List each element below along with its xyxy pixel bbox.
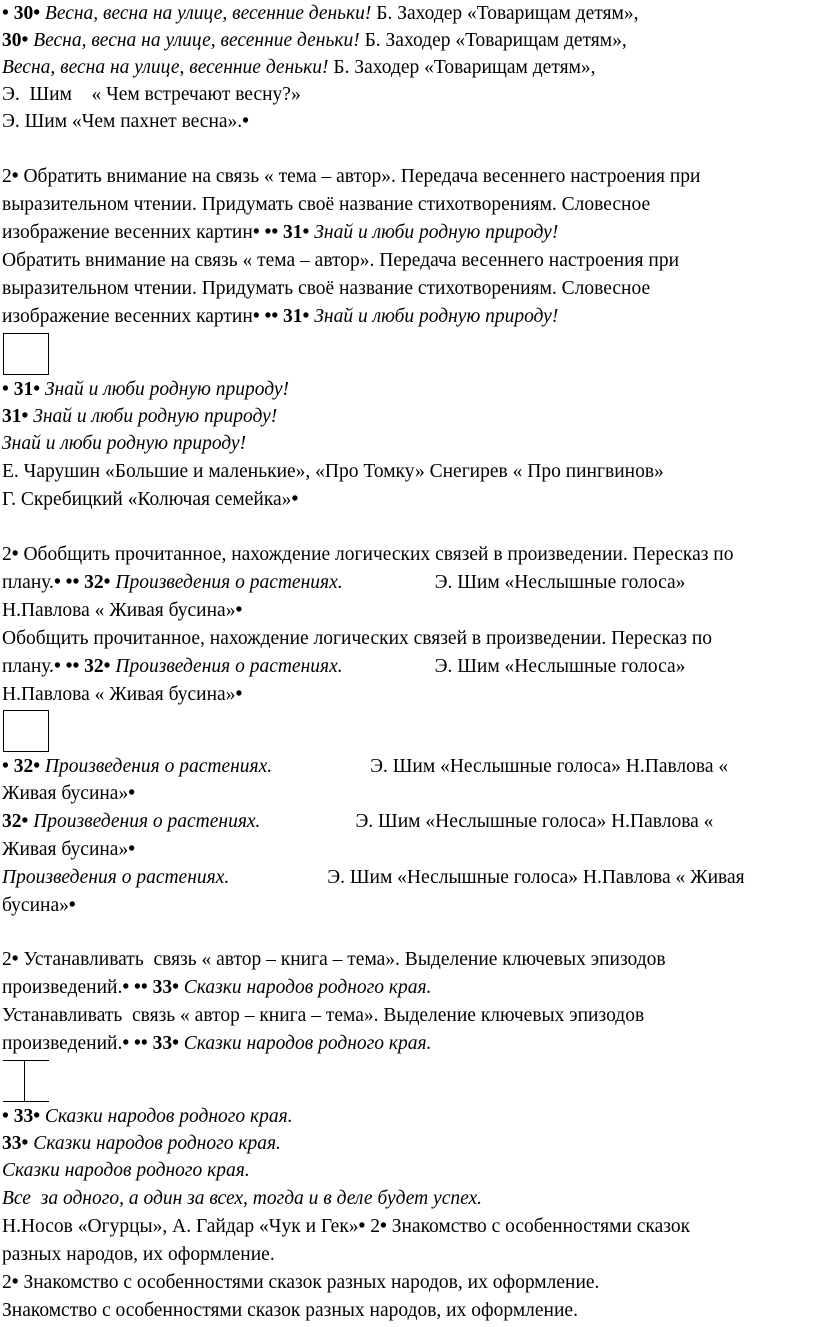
line-10: выразительном чтении. Придумать своё название стихотворениям. Словесное bbox=[2, 278, 651, 299]
line-5: Э. Шим «Чем пахнет весна».• bbox=[2, 111, 249, 132]
line-31: Устанавливать связь « автор – книга – тема». Выделение ключевых эпизодов bbox=[2, 1005, 645, 1026]
line-22: Н.Павлова « Живая бусина»• bbox=[2, 684, 243, 705]
line-30: произведений.• •• 33• Сказки народов родного края. bbox=[2, 977, 432, 998]
empty-table-cell bbox=[3, 710, 49, 752]
line-7: выразительном чтении. Придумать своё название стихотворениям. Словесное bbox=[2, 194, 651, 215]
line-34: 33• Сказки народов родного края. bbox=[2, 1133, 281, 1154]
line-28: бусина»• bbox=[2, 895, 76, 916]
line-11: изображение весенних картин• •• 31• Знай и люби родную природу! bbox=[2, 306, 559, 327]
line-37: Н.Носов «Огурцы», А. Гайдар «Чук и Гек»• 2• Знакомство с особенностями сказок bbox=[2, 1216, 691, 1237]
line-13: 31• Знай и люби родную природу! bbox=[2, 406, 278, 427]
line-18: плану.• •• 32• Произведения о растениях. Э. Шим «Неслышные голоса» bbox=[2, 572, 686, 593]
line-21: плану.• •• 32• Произведения о растениях. Э. Шим «Неслышные голоса» bbox=[2, 656, 686, 677]
line-40: Знакомство с особенностями сказок разных народов, их оформление. bbox=[2, 1300, 578, 1321]
line-27: Произведения о растениях. Э. Шим «Неслышные голоса» Н.Павлова « Живая bbox=[2, 867, 745, 888]
line-1: • 30• Весна, весна на улице, весенние деньки! Б. Заходер «Товарищам детям», bbox=[2, 3, 639, 24]
line-35: Сказки народов родного края. bbox=[2, 1160, 250, 1181]
line-2: 30• Весна, весна на улице, весенние деньки! Б. Заходер «Товарищам детям», bbox=[2, 30, 627, 51]
line-19: Н.Павлова « Живая бусина»• bbox=[2, 600, 243, 621]
line-6: 2• Обратить внимание на связь « тема – автор». Передача весеннего настроения при bbox=[2, 166, 701, 187]
line-9: Обратить внимание на связь « тема – автор». Передача весеннего настроения при bbox=[2, 250, 680, 271]
line-26: Живая бусина»• bbox=[2, 839, 136, 860]
line-15: Е. Чарушин «Большие и маленькие», «Про Томку» Снегирев « Про пингвинов» bbox=[2, 461, 664, 482]
line-32: произведений.• •• 33• Сказки народов родного края. bbox=[2, 1033, 432, 1054]
line-38: разных народов, их оформление. bbox=[2, 1244, 275, 1265]
line-36: Все за одного, а один за всех, тогда и в деле будет успех. bbox=[2, 1188, 483, 1209]
line-17: 2• Обобщить прочитанное, нахождение логических связей в произведении. Пересказ по bbox=[2, 544, 734, 565]
line-23: • 32• Произведения о растениях. Э. Шим «Неслышные голоса» Н.Павлова « bbox=[2, 756, 729, 777]
line-29: 2• Устанавливать связь « автор – книга – тема». Выделение ключевых эпизодов bbox=[2, 949, 666, 970]
line-3: Весна, весна на улице, весенние деньки! Б. Заходер «Товарищам детям», bbox=[2, 57, 596, 78]
line-20: Обобщить прочитанное, нахождение логических связей в произведении. Пересказ по bbox=[2, 628, 713, 649]
line-16: Г. Скребицкий «Колючая семейка»• bbox=[2, 489, 299, 510]
line-8: изображение весенних картин• •• 31• Знай и люби родную природу! bbox=[2, 222, 559, 243]
line-4: Э. Шим « Чем встречают весну?» bbox=[2, 84, 301, 105]
empty-table-cell bbox=[3, 333, 49, 375]
line-24: Живая бусина»• bbox=[2, 783, 136, 804]
line-12: • 31• Знай и люби родную природу! bbox=[2, 379, 289, 400]
line-33: • 33• Сказки народов родного края. bbox=[2, 1106, 293, 1127]
line-14: Знай и люби родную природу! bbox=[2, 433, 247, 454]
line-39: 2• Знакомство с особенностями сказок разных народов, их оформление. bbox=[2, 1272, 600, 1293]
line-25: 32• Произведения о растениях. Э. Шим «Неслышные голоса» Н.Павлова « bbox=[2, 811, 714, 832]
